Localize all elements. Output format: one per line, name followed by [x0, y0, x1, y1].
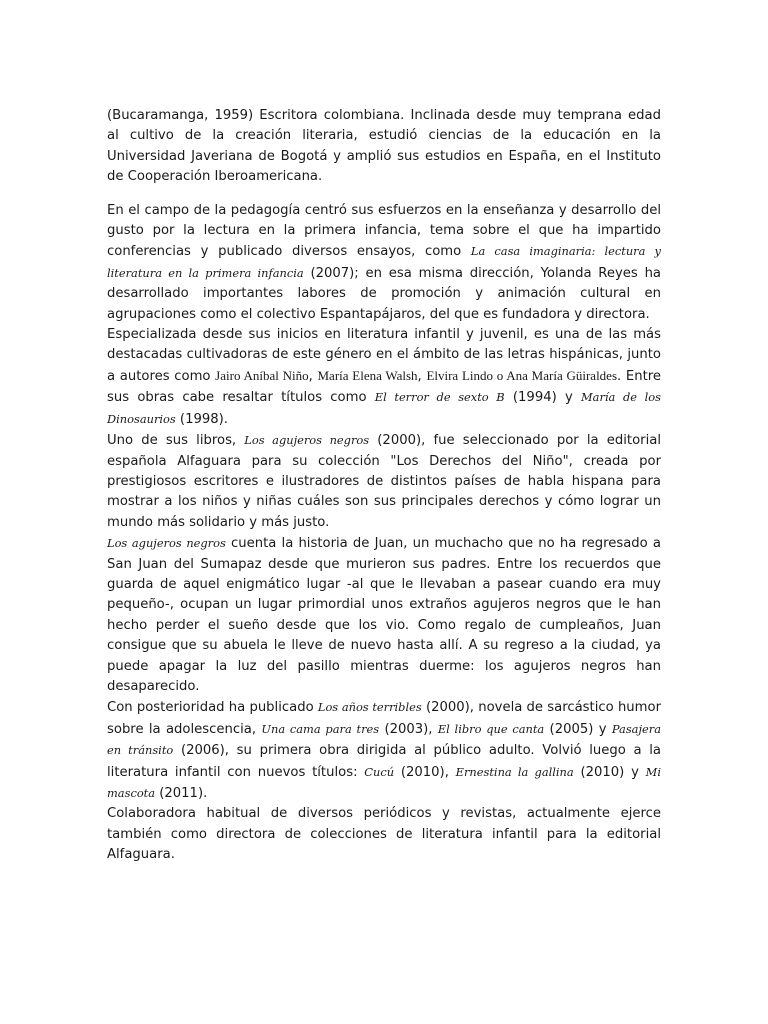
- text-run: En el campo de la pedagogía centró sus esfuerzos en la enseñanza y desarrollo del gusto por la lectura en la primera infancia, tema sobre el que ha impartido conferencias y publicado diversos ensayos, como: [107, 202, 661, 260]
- book-title: El terror de sexto B: [374, 390, 505, 405]
- text-run: (2010) y: [573, 764, 646, 780]
- author-name: Elvira Lindo: [426, 367, 493, 383]
- author-name: María Elena Walsh: [317, 367, 418, 383]
- text-run: ,: [308, 368, 318, 384]
- text-run: (2000), fue seleccionado por la editorial española Alfaguara para su colección "Los Derechos del Niño", creada por prestigiosos escritores e ilustradores de distintos países de habla hispana para mostrar a los niños y niñas cuáles son sus principales derechos y cómo lograr un mundo más solidario y más justo.: [107, 433, 661, 530]
- text-run: (2010),: [394, 764, 456, 780]
- text-run: (2007); en esa misma dirección, Yolanda Reyes ha desarrollado importantes labores de promoción y animación cultural en agrupaciones como el colectivo Espantapájaros, del que es fundadora y directora.: [107, 265, 662, 322]
- author-name: Ana María Güiraldes: [506, 367, 618, 383]
- author-name: Jairo Aníbal Niño: [215, 367, 309, 383]
- book-title: Los años terribles: [317, 700, 422, 715]
- book-title: Los agujeros negros: [107, 536, 226, 551]
- paragraph-collaborations: Colaboradora habitual de diversos periódicos y revistas, actualmente ejerce también como directora de colecciones de literatura infantil para la editorial Alfaguara.: [107, 806, 661, 863]
- book-title: Pasajera en tránsito: [107, 721, 661, 758]
- paragraph-specialization: [107, 325, 661, 430]
- text-run: (2003),: [379, 721, 438, 737]
- book-title: Mi mascota: [107, 764, 661, 800]
- paragraph-black-holes: [107, 430, 661, 533]
- text-run: (1998).: [175, 411, 228, 427]
- paragraph-pedagogy: [107, 201, 661, 325]
- text-run: ,: [417, 368, 427, 384]
- text-run: (2000), novela de sarcástico humor sobre la adolescencia,: [107, 700, 661, 737]
- paragraph-later-works: [107, 697, 661, 804]
- text-run: Con posterioridad ha publicado: [107, 700, 318, 716]
- text-run: (1994) y: [504, 390, 581, 406]
- text-run: (2006), su primera obra dirigida al público adulto. Volvió luego a la literatura infantil con nuevos títulos:: [107, 743, 661, 780]
- text-run: Especializada desde sus inicios en literatura infantil y juvenil, es una de las más destacadas cultivadoras de este género en el ámbito de las letras hispánicas, junto a autores como: [107, 327, 661, 384]
- text-run: (2011).: [155, 786, 208, 801]
- book-title: La casa imaginaria: lectura y literatura en la primera infancia: [107, 244, 661, 280]
- paragraph-synopsis: [107, 533, 661, 697]
- text-run: Uno de sus libros,: [107, 433, 245, 449]
- text-run: . Entre sus obras cabe resaltar títulos como: [107, 368, 661, 406]
- book-title: María de los Dinosaurios: [107, 390, 661, 426]
- book-title: Los agujeros negros: [244, 433, 370, 448]
- paragraph-intro: (Bucaramanga, 1959) Escritora colombiana. Inclinada desde muy temprana edad al cultivo de la creación literaria, estudió ciencias de la educación en la Universidad Javeriana de Bogotá y amplió sus estudios en España, en el Instituto de Cooperación Iberoamericana.: [107, 108, 661, 185]
- document-body: [107, 106, 661, 866]
- text-run: o: [493, 367, 507, 383]
- book-title: Cucú: [364, 764, 395, 779]
- book-title: Ernestina la gallina: [455, 764, 574, 779]
- book-title: Una cama para tres: [261, 721, 380, 736]
- text-run: (2005) y: [544, 721, 612, 737]
- book-title: El libro que canta: [437, 721, 545, 736]
- text-run: cuenta la historia de Juan, un muchacho que no ha regresado a San Juan del Sumapaz desde que murieron sus padres. Entre los recuerdos que guarda de aquel enigmático lugar -al que le llevaban a pasear cuando era muy pequeño-, ocupan un lugar primordial unos extraños agujeros negros que le han hecho perder el sueño desde que los vio. Como regalo de cumpleaños, Juan consigue que su abuela le lleve de nuevo hasta allí. A su regreso a la ciudad, ya puede apagar la luz del pasillo mientras duerme: los agujeros negros han desaparecido.: [107, 536, 662, 694]
